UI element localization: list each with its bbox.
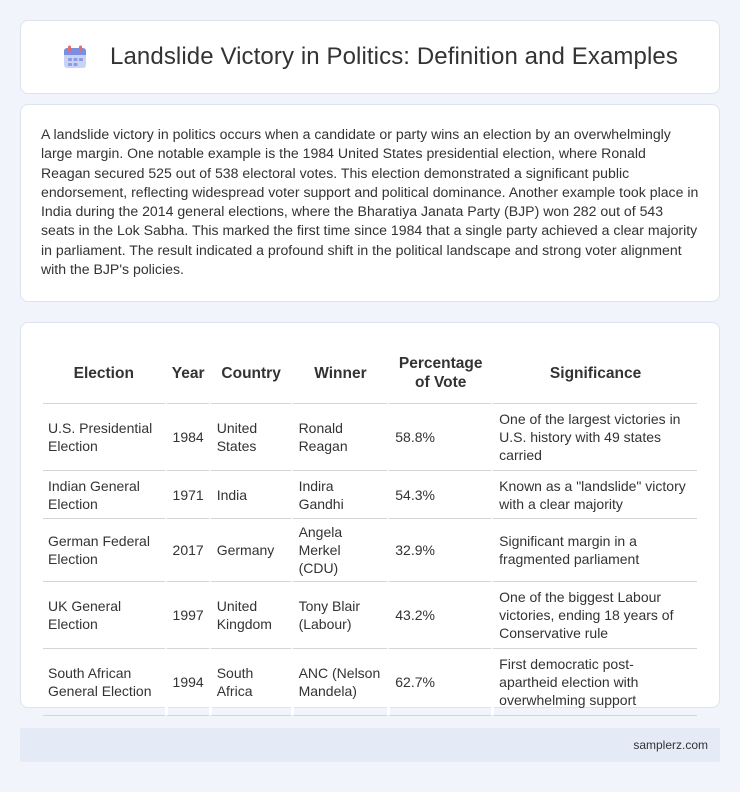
cell-year: 1971 <box>165 471 209 519</box>
footer-site-link[interactable]: samplerz.com <box>633 738 708 752</box>
cell-year: 2017 <box>165 519 209 582</box>
cell-percentage: 54.3% <box>387 471 491 519</box>
table-card <box>20 322 720 708</box>
cell-country: United Kingdom <box>209 582 291 649</box>
cell-election: German Federal Election <box>43 519 165 582</box>
cell-year: 1997 <box>165 582 209 649</box>
header-winner: Winner <box>291 343 388 404</box>
cell-winner: Indira Gandhi <box>291 471 388 519</box>
header-country: Country <box>209 343 291 404</box>
calendar-icon <box>62 44 88 70</box>
cell-election: Indian General Election <box>43 471 165 519</box>
cell-percentage: 43.2% <box>387 582 491 649</box>
cell-year: 1994 <box>165 649 209 716</box>
cell-significance: Significant margin in a fragmented parliament <box>491 519 697 582</box>
table-row <box>43 519 697 582</box>
cell-significance: Known as a "landslide" victory with a clear majority <box>491 471 697 519</box>
table-row <box>43 471 697 519</box>
cell-percentage: 32.9% <box>387 519 491 582</box>
cell-significance: First democratic post-apartheid election with overwhelming support <box>491 649 697 716</box>
title-row <box>62 43 678 71</box>
intro-card <box>20 104 720 302</box>
intro-paragraph: A landslide victory in politics occurs when a candidate or party wins an election by an overwhelmingly large margin. One notable example is the 1984 United States presidential election, where Ronald Reagan secured 525 out of 538 electoral votes. This election demonstrated a significant public endorsement, reflecting widespread voter support and political dominance. Another example took place in India during the 2014 general elections, where the Bharatiya Janata Party (BJP) won 282 out of 543 seats in the Lok Sabha. This marked the first time since 1984 that a single party achieved a clear majority in parliament. The result indicated a profound shift in the political landscape and strong voter alignment with the BJP's policies. <box>41 126 699 278</box>
table-header-row <box>43 343 697 404</box>
cell-country: Germany <box>209 519 291 582</box>
cell-winner: ANC (Nelson Mandela) <box>291 649 388 716</box>
cell-election: South African General Election <box>43 649 165 716</box>
cell-winner: Ronald Reagan <box>291 404 388 471</box>
cell-country: United States <box>209 404 291 471</box>
cell-winner: Tony Blair (Labour) <box>291 582 388 649</box>
cell-country: South Africa <box>209 649 291 716</box>
cell-election: U.S. Presidential Election <box>43 404 165 471</box>
header-card <box>20 20 720 94</box>
page-title: Landslide Victory in Politics: Definition and Examples <box>110 43 678 70</box>
elections-table <box>43 343 697 716</box>
cell-country: India <box>209 471 291 519</box>
header-election: Election <box>43 343 165 404</box>
table-row <box>43 582 697 649</box>
cell-percentage: 62.7% <box>387 649 491 716</box>
cell-significance: One of the largest victories in U.S. history with 49 states carried <box>491 404 697 471</box>
header-significance: Significance <box>491 343 697 404</box>
cell-year: 1984 <box>165 404 209 471</box>
cell-significance: One of the biggest Labour victories, ending 18 years of Conservative rule <box>491 582 697 649</box>
table-row <box>43 649 697 716</box>
cell-election: UK General Election <box>43 582 165 649</box>
header-percentage: Percentage of Vote <box>387 343 491 404</box>
table-row <box>43 404 697 471</box>
footer-bar <box>20 728 720 762</box>
cell-percentage: 58.8% <box>387 404 491 471</box>
header-year: Year <box>165 343 209 404</box>
cell-winner: Angela Merkel (CDU) <box>291 519 388 582</box>
